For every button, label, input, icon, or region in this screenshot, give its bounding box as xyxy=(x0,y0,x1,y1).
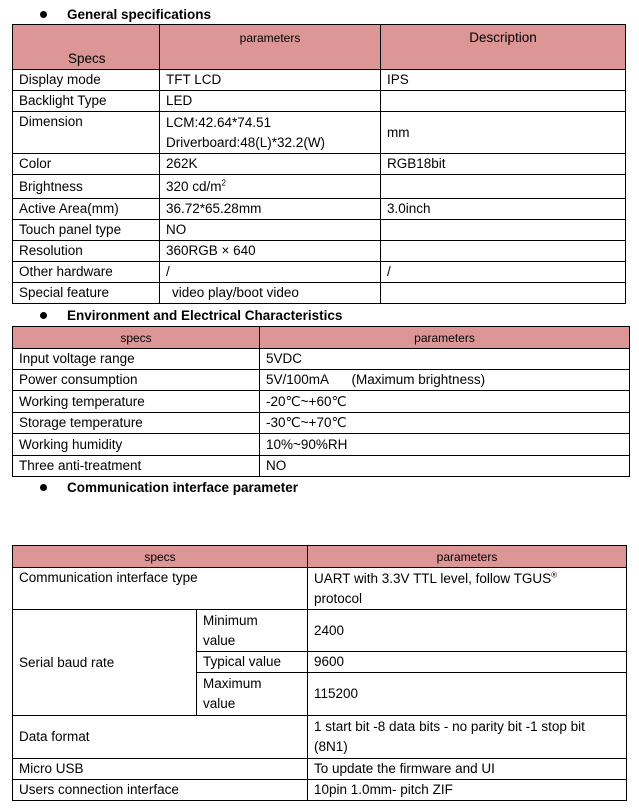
param-cell: -20℃~+60℃ xyxy=(260,391,630,413)
table-row xyxy=(13,456,630,477)
header-specs: Specs xyxy=(13,25,160,70)
param-cell: 5V/100mA (Maximum brightness) xyxy=(260,370,630,391)
spec-cell: Input voltage range xyxy=(13,349,260,370)
spec-cell: Working temperature xyxy=(13,391,260,413)
desc-cell: IPS xyxy=(381,70,626,91)
spec-cell: Three anti-treatment xyxy=(13,456,260,477)
table-row xyxy=(13,241,626,262)
spec-cell: Communication interface type xyxy=(13,568,308,610)
param-cell: video play/boot video xyxy=(160,283,381,304)
spec-cell: Brightness xyxy=(13,175,160,199)
table-row xyxy=(13,175,626,199)
table-row xyxy=(13,610,627,652)
baud-label-cell: Minimum value xyxy=(197,610,308,652)
param-line-1: LCM:42.64*74.51 xyxy=(166,114,272,130)
param-cell xyxy=(308,716,627,759)
table-row xyxy=(13,370,630,391)
desc-cell: / xyxy=(381,262,626,283)
spec-cell: Users connection interface xyxy=(13,780,308,801)
spec-cell: Other hardware xyxy=(13,262,160,283)
spec-cell: Active Area(mm) xyxy=(13,199,160,220)
table-row xyxy=(13,780,627,801)
section-heading-environment: Environment and Electrical Characteristics xyxy=(40,308,342,324)
param-line-2: Driverboard:48(L)*32.2(W) xyxy=(166,134,326,150)
table-row xyxy=(13,154,626,175)
spec-cell: Serial baud rate xyxy=(13,610,197,716)
bullet-icon xyxy=(40,11,47,18)
superscript: 2 xyxy=(221,178,226,187)
table-row xyxy=(13,434,630,456)
desc-cell xyxy=(381,91,626,112)
baud-label-cell: Maximum value xyxy=(197,673,308,716)
environment-table xyxy=(12,326,630,477)
table-row xyxy=(13,413,630,434)
desc-cell: mm xyxy=(381,112,626,154)
spec-cell: Storage temperature xyxy=(13,413,260,434)
spec-cell: Backlight Type xyxy=(13,91,160,112)
param-cell xyxy=(160,112,381,154)
bullet-icon xyxy=(40,312,47,319)
table-row xyxy=(13,759,627,780)
param-cell: 262K xyxy=(160,154,381,175)
param-line-2: protocol xyxy=(314,590,363,606)
table-header-row xyxy=(13,546,627,568)
table-row xyxy=(13,283,626,304)
desc-cell xyxy=(381,220,626,241)
spec-cell: Resolution xyxy=(13,241,160,262)
baud-value-cell: 9600 xyxy=(308,652,627,673)
baud-value-cell: 115200 xyxy=(308,673,627,716)
table-row xyxy=(13,199,626,220)
section-heading-general: General specifications xyxy=(40,7,211,23)
param-cell: -30℃~+70℃ xyxy=(260,413,630,434)
spec-cell: Working humidity xyxy=(13,434,260,456)
param-cell: NO xyxy=(160,220,381,241)
table-row xyxy=(13,112,626,154)
spec-cell: Power consumption xyxy=(13,370,260,391)
spec-cell: Data format xyxy=(13,716,308,759)
table-header-row xyxy=(13,25,626,70)
table-row xyxy=(13,262,626,283)
param-cell: To update the firmware and UI xyxy=(308,759,627,780)
brightness-value: 320 cd/m xyxy=(166,178,222,194)
param-cell: NO xyxy=(260,456,630,477)
header-parameters: parameters xyxy=(160,25,381,70)
param-cell: 5VDC xyxy=(260,349,630,370)
param-cell: TFT LCD xyxy=(160,70,381,91)
param-cell: LED xyxy=(160,91,381,112)
table-header-row xyxy=(13,327,630,349)
spec-cell: Display mode xyxy=(13,70,160,91)
table-row xyxy=(13,568,627,610)
spec-cell: Special feature xyxy=(13,283,160,304)
communication-table xyxy=(12,545,627,801)
table-row xyxy=(13,391,630,413)
header-parameters: parameters xyxy=(308,546,627,568)
bullet-icon xyxy=(40,484,47,491)
spec-cell: Micro USB xyxy=(13,759,308,780)
table-row xyxy=(13,349,630,370)
param-cell: 36.72*65.28mm xyxy=(160,199,381,220)
param-cell xyxy=(308,568,627,610)
registered-mark: ® xyxy=(551,570,558,579)
desc-cell: RGB18bit xyxy=(381,154,626,175)
table-row xyxy=(13,220,626,241)
table-row xyxy=(13,716,627,759)
desc-cell xyxy=(381,175,626,199)
spec-cell: Dimension xyxy=(13,112,160,154)
param-cell: 360RGB × 640 xyxy=(160,241,381,262)
header-description: Description xyxy=(381,25,626,70)
table-row xyxy=(13,70,626,91)
general-specs-table xyxy=(12,24,626,304)
param-cell: 10%~90%RH xyxy=(260,434,630,456)
spec-cell: Color xyxy=(13,154,160,175)
desc-cell xyxy=(381,283,626,304)
param-line-1: UART with 3.3V TTL level, follow TGUS® xyxy=(314,570,558,586)
header-specs: specs xyxy=(13,327,260,349)
param-line-2: (8N1) xyxy=(314,739,348,754)
section-heading-communication: Communication interface parameter xyxy=(40,480,298,496)
param-cell: 10pin 1.0mm- pitch ZIF xyxy=(308,780,627,801)
desc-cell: 3.0inch xyxy=(381,199,626,220)
baud-label-cell: Typical value xyxy=(197,652,308,673)
table-row xyxy=(13,91,626,112)
spec-cell: Touch panel type xyxy=(13,220,160,241)
param-cell xyxy=(160,175,381,199)
param-line-1: 1 start bit -8 data bits - no parity bit -1 stop bit xyxy=(314,719,585,734)
desc-cell xyxy=(381,241,626,262)
param-cell: / xyxy=(160,262,381,283)
baud-value-cell: 2400 xyxy=(308,610,627,652)
header-specs: specs xyxy=(13,546,308,568)
header-parameters: parameters xyxy=(260,327,630,349)
